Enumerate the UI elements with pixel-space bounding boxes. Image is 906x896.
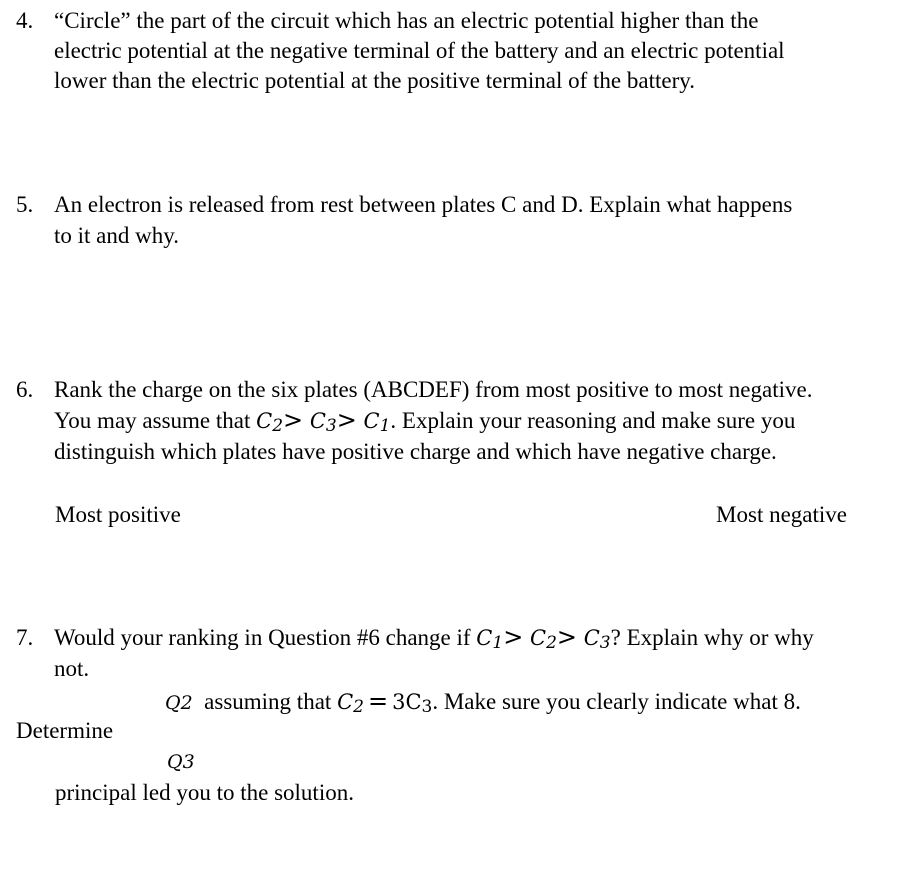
math-c2: C2 bbox=[256, 409, 284, 436]
q4-number: 4. bbox=[16, 8, 34, 33]
math-c3: C3 bbox=[583, 626, 611, 653]
math-c2: C2 bbox=[530, 626, 557, 653]
math-c1: C1 bbox=[363, 409, 391, 436]
math-c2: C2 bbox=[337, 690, 364, 717]
math-greater-than: > bbox=[556, 623, 578, 651]
q6-line-2-suffix: . Explain your reasoning and make sure you bbox=[390, 408, 796, 433]
most-positive-label: Most positive bbox=[55, 502, 181, 527]
ratio-denominator: Q3 bbox=[167, 751, 195, 773]
q5-line-1: An electron is released from rest between plates C and D. Explain what happens bbox=[54, 192, 793, 217]
q4-line-2: electric potential at the negative terminal of the battery and an electric potential bbox=[54, 38, 785, 63]
math-greater-than: > bbox=[283, 406, 304, 434]
math-equals: = bbox=[367, 687, 389, 715]
q6-line-2-prefix: You may assume that bbox=[54, 408, 257, 433]
q7-line-1-suffix: ? Explain why or why bbox=[610, 625, 814, 650]
q7-number: 7. bbox=[16, 625, 34, 650]
math-c3: C3 bbox=[309, 409, 337, 436]
q4-line-3: lower than the electric potential at the positive terminal of the battery. bbox=[54, 68, 695, 93]
q6-line-1: Rank the charge on the six plates (ABCDEF) from most positive to most negative. bbox=[54, 377, 813, 402]
math-3c3: 3C3 bbox=[392, 690, 433, 717]
q8-assuming-prefix: assuming that bbox=[204, 689, 338, 714]
most-negative-label: Most negative bbox=[716, 502, 847, 527]
q5-number: 5. bbox=[16, 192, 34, 217]
q4-line-1: “Circle” the part of the circuit which has an electric potential higher than the bbox=[54, 8, 759, 33]
q5-line-2: to it and why. bbox=[54, 223, 179, 248]
q7-line-1 bbox=[54, 622, 814, 656]
math-c1: C1 bbox=[476, 626, 504, 653]
q8-line-1 bbox=[165, 686, 801, 720]
math-greater-than: > bbox=[503, 623, 524, 651]
q7-line-1-prefix: Would your ranking in Question #6 change if bbox=[54, 625, 477, 650]
q8-last-line: principal led you to the solution. bbox=[55, 780, 354, 805]
ratio-numerator: Q2 bbox=[165, 692, 193, 714]
q6-number: 6. bbox=[16, 377, 34, 402]
q7-line-2: not. bbox=[54, 656, 90, 681]
q8-determine: Determine bbox=[16, 718, 114, 743]
math-greater-than: > bbox=[336, 406, 357, 434]
q6-line-3: distinguish which plates have positive charge and which have negative charge. bbox=[54, 439, 777, 464]
q8-assuming-suffix: . Make sure you clearly indicate what 8. bbox=[432, 689, 801, 714]
q6-line-2 bbox=[54, 405, 795, 439]
